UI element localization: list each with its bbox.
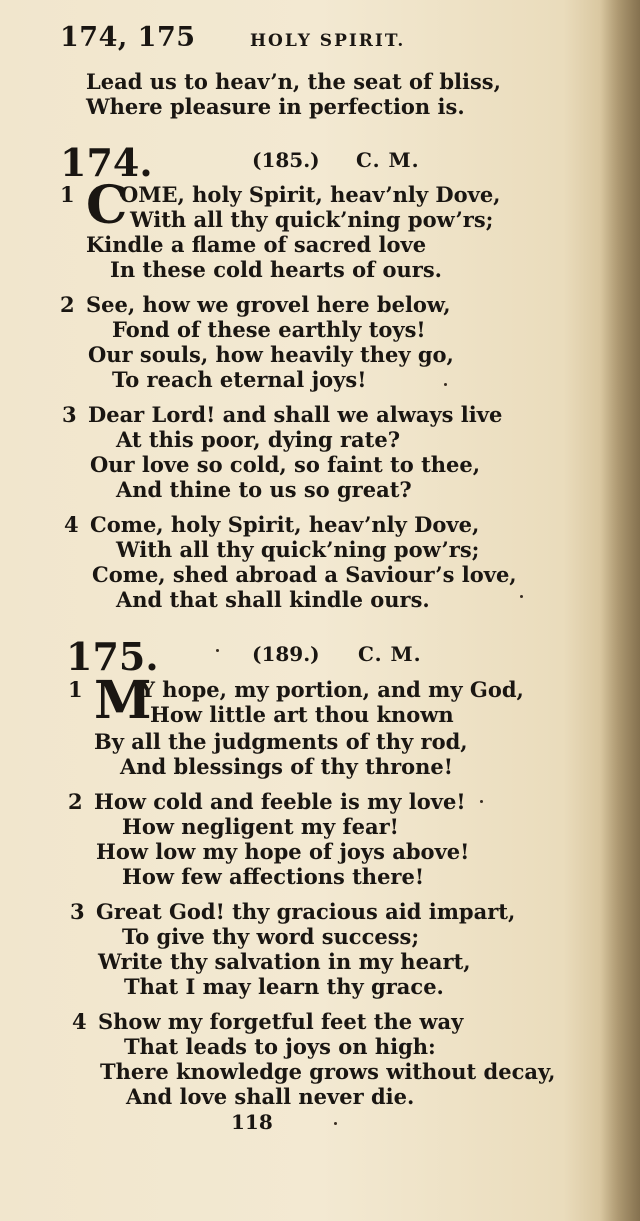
stanza-line: With all thy quick’ning pow’rs; <box>130 207 494 232</box>
stanza-line: There knowledge grows without decay, <box>100 1059 556 1084</box>
stanza-line: See, how we grovel here below, <box>86 292 451 317</box>
stanza-line: Dear Lord! and shall we always live <box>88 402 503 427</box>
header-title: HOLY SPIRIT. <box>250 31 406 51</box>
stanza-line: How little art thou known <box>150 702 454 727</box>
stanza-line: And that shall kindle ours. <box>116 587 430 612</box>
ink-speck <box>520 595 523 598</box>
stanza-line: And thine to us so great? <box>116 477 412 502</box>
stanza-line: Fond of these earthly toys! <box>112 317 426 342</box>
stanza-line: Come, holy Spirit, heav’nly Dove, <box>90 512 480 537</box>
stanza-number: 1 <box>60 182 75 207</box>
stanza-number: 3 <box>70 899 85 924</box>
stanza-line: By all the judgments of thy rod, <box>94 729 468 754</box>
stanza-line: That leads to joys on high: <box>124 1034 436 1059</box>
ink-speck <box>480 800 483 803</box>
stanza-line: Come, shed abroad a Saviour’s love, <box>92 562 517 587</box>
stanza-number: 3 <box>62 402 77 427</box>
stanza-line: How cold and feeble is my love! <box>94 789 466 814</box>
stanza-line: With all thy quick’ning pow’rs; <box>116 537 480 562</box>
stanza-number: 2 <box>68 789 83 814</box>
stanza-line: Our love so cold, so faint to thee, <box>90 452 481 477</box>
meter-label: C. M. <box>358 642 422 666</box>
stanza-line: That I may learn thy grace. <box>124 974 444 999</box>
drop-cap: C <box>86 175 128 236</box>
tune-number: (185.) <box>252 148 320 172</box>
running-header <box>60 22 580 56</box>
stanza-line: Show my forgetful feet the way <box>98 1009 464 1034</box>
ink-speck <box>444 383 447 386</box>
stanza-number: 1 <box>68 677 83 702</box>
stanza-line: How negligent my fear! <box>122 814 399 839</box>
ink-speck <box>334 1122 337 1125</box>
stanza-number: 4 <box>72 1009 87 1034</box>
stanza-line: Kindle a flame of sacred love <box>86 232 427 257</box>
meter-label: C. M. <box>356 148 420 172</box>
stanza-line: Y hope, my portion, and my God, <box>140 677 524 702</box>
stanza-line: And blessings of thy throne! <box>120 754 454 779</box>
stanza-line: And love shall never die. <box>126 1084 415 1109</box>
stanza-line: Our souls, how heavily they go, <box>88 342 454 367</box>
stanza-line: At this poor, dying rate? <box>116 427 401 452</box>
header-hymn-numbers: 174, 175 <box>60 22 196 53</box>
stanza-number: 4 <box>64 512 79 537</box>
stanza-line: OME, holy Spirit, heav’nly Dove, <box>120 182 501 207</box>
stanza-line: To give thy word success; <box>122 924 420 949</box>
stanza-line: Great God! thy gracious aid impart, <box>96 899 516 924</box>
carryover-line: Lead us to heav’n, the seat of bliss, <box>86 69 501 94</box>
page-edge-shadow <box>600 0 640 1221</box>
stanza-line: To reach eternal joys! <box>112 367 367 392</box>
hymn-number: 175. <box>66 634 159 679</box>
tune-number: (189.) <box>252 642 320 666</box>
stanza-line: How low my hope of joys above! <box>96 839 470 864</box>
hymn-number: 174. <box>60 140 153 185</box>
carryover-line: Where pleasure in perfection is. <box>86 94 465 119</box>
stanza-number: 2 <box>60 292 75 317</box>
stanza-line: How few affections there! <box>122 864 425 889</box>
ink-speck <box>216 649 219 652</box>
stanza-line: In these cold hearts of ours. <box>110 257 442 282</box>
page-number: 118 <box>231 1110 273 1134</box>
drop-cap: M <box>94 670 152 731</box>
stanza-line: Write thy salvation in my heart, <box>98 949 471 974</box>
